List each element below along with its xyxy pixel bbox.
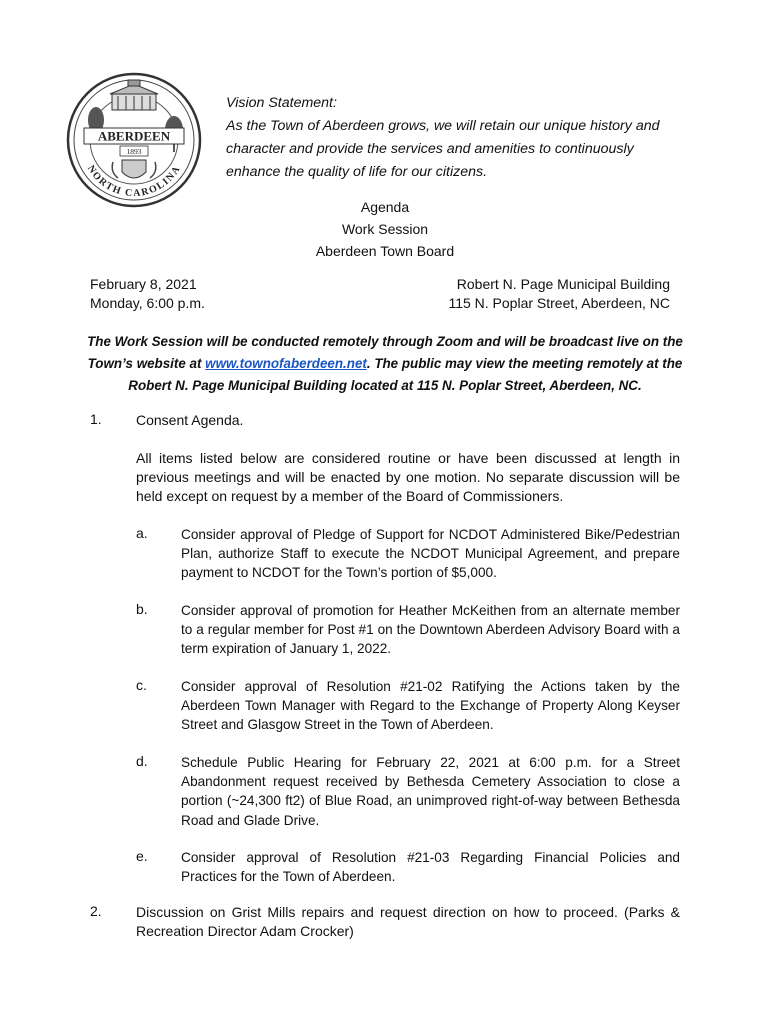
zoom-notice (80, 331, 690, 397)
meeting-address: 115 N. Poplar Street, Aberdeen, NC (448, 295, 670, 311)
agenda-title: Agenda (360, 199, 410, 215)
vision-line: As the Town of Aberdeen grows, we will retain our unique history and (226, 118, 660, 134)
subitem-text: Consider approval of Resolution #21-02 Ratifying the Actions taken by the Aberdeen Town Manager with Regard to the Exchange of Property Along Keyser Street and Glasgow Street in the Town of Aberdeen. (181, 679, 680, 733)
vision-line: character and provide the services and amenities to continuously (226, 141, 634, 157)
agenda-header (0, 196, 770, 262)
subitem-letter: d. (136, 753, 148, 769)
subitem-text: Consider approval of Pledge of Support for NCDOT Administered Bike/Pedestrian Plan, authorize Staff to execute the NCDOT Municipal Agreement, and prepare payment to NCDOT for the Town’s portion of $5,000. (181, 527, 680, 581)
town-seal-logo (66, 72, 202, 208)
item-number: 2. (90, 903, 102, 919)
item-title: Consent Agenda. (136, 412, 244, 428)
vision-title: Vision Statement: (226, 95, 337, 111)
notice-text: The Work Session will be conducted remotely through Zoom and will be broadcast live on the Town’s website at (87, 334, 683, 371)
item-title: Discussion on Grist Mills repairs and request direction on how to proceed. (Parks & Recreation Director Adam Crocker) (136, 904, 680, 939)
website-link[interactable]: www.townofaberdeen.net (205, 356, 367, 371)
board-title: Aberdeen Town Board (315, 243, 455, 259)
session-title: Work Session (341, 221, 429, 237)
meeting-day-time: Monday, 6:00 p.m. (90, 295, 205, 311)
subitem-letter: c. (136, 677, 147, 693)
subitem-text: Consider approval of promotion for Heather McKeithen from an alternate member to a regular member for Post #1 on the Downtown Aberdeen Advisory Board with a term expiration of January 1, 2022. (181, 603, 680, 657)
consent-intro: All items listed below are considered routine or have been discussed at length in previous meetings and will be enacted by one motion. No separate discussion will be held except on request by a member of the Board of Commissioners. (136, 450, 680, 504)
subitem-letter: a. (136, 525, 148, 541)
meeting-date: February 8, 2021 (90, 276, 197, 292)
seal-state: NORTH CAROLINA (84, 163, 184, 200)
notice-text: . The public may view the meeting remotely at the Robert N. Page Municipal Building located at 115 N. Poplar Street, Aberdeen, NC. (128, 356, 683, 393)
vision-line: enhance the quality of life for our citizens. (226, 164, 488, 180)
subitem-text: Schedule Public Hearing for February 22, 2021 at 6:00 p.m. for a Street Abandonment request received by Bethesda Cemetery Association to close a portion (~24,300 ft2) of Blue Road, an unimproved right-of-way between Bethesda Road and Glade Drive. (181, 755, 680, 828)
seal-town-name: ABERDEEN (97, 128, 171, 144)
meeting-location-block (380, 275, 670, 313)
vision-statement (226, 92, 696, 184)
meeting-building: Robert N. Page Municipal Building (456, 276, 670, 292)
subitem-letter: e. (136, 848, 148, 864)
seal-year: 1893 (126, 147, 142, 156)
meeting-date-block (90, 275, 205, 313)
item-number: 1. (90, 411, 102, 427)
subitem-letter: b. (136, 601, 148, 617)
subitem-text: Consider approval of Resolution #21-03 Regarding Financial Policies and Practices for the Town of Aberdeen. (181, 850, 680, 885)
